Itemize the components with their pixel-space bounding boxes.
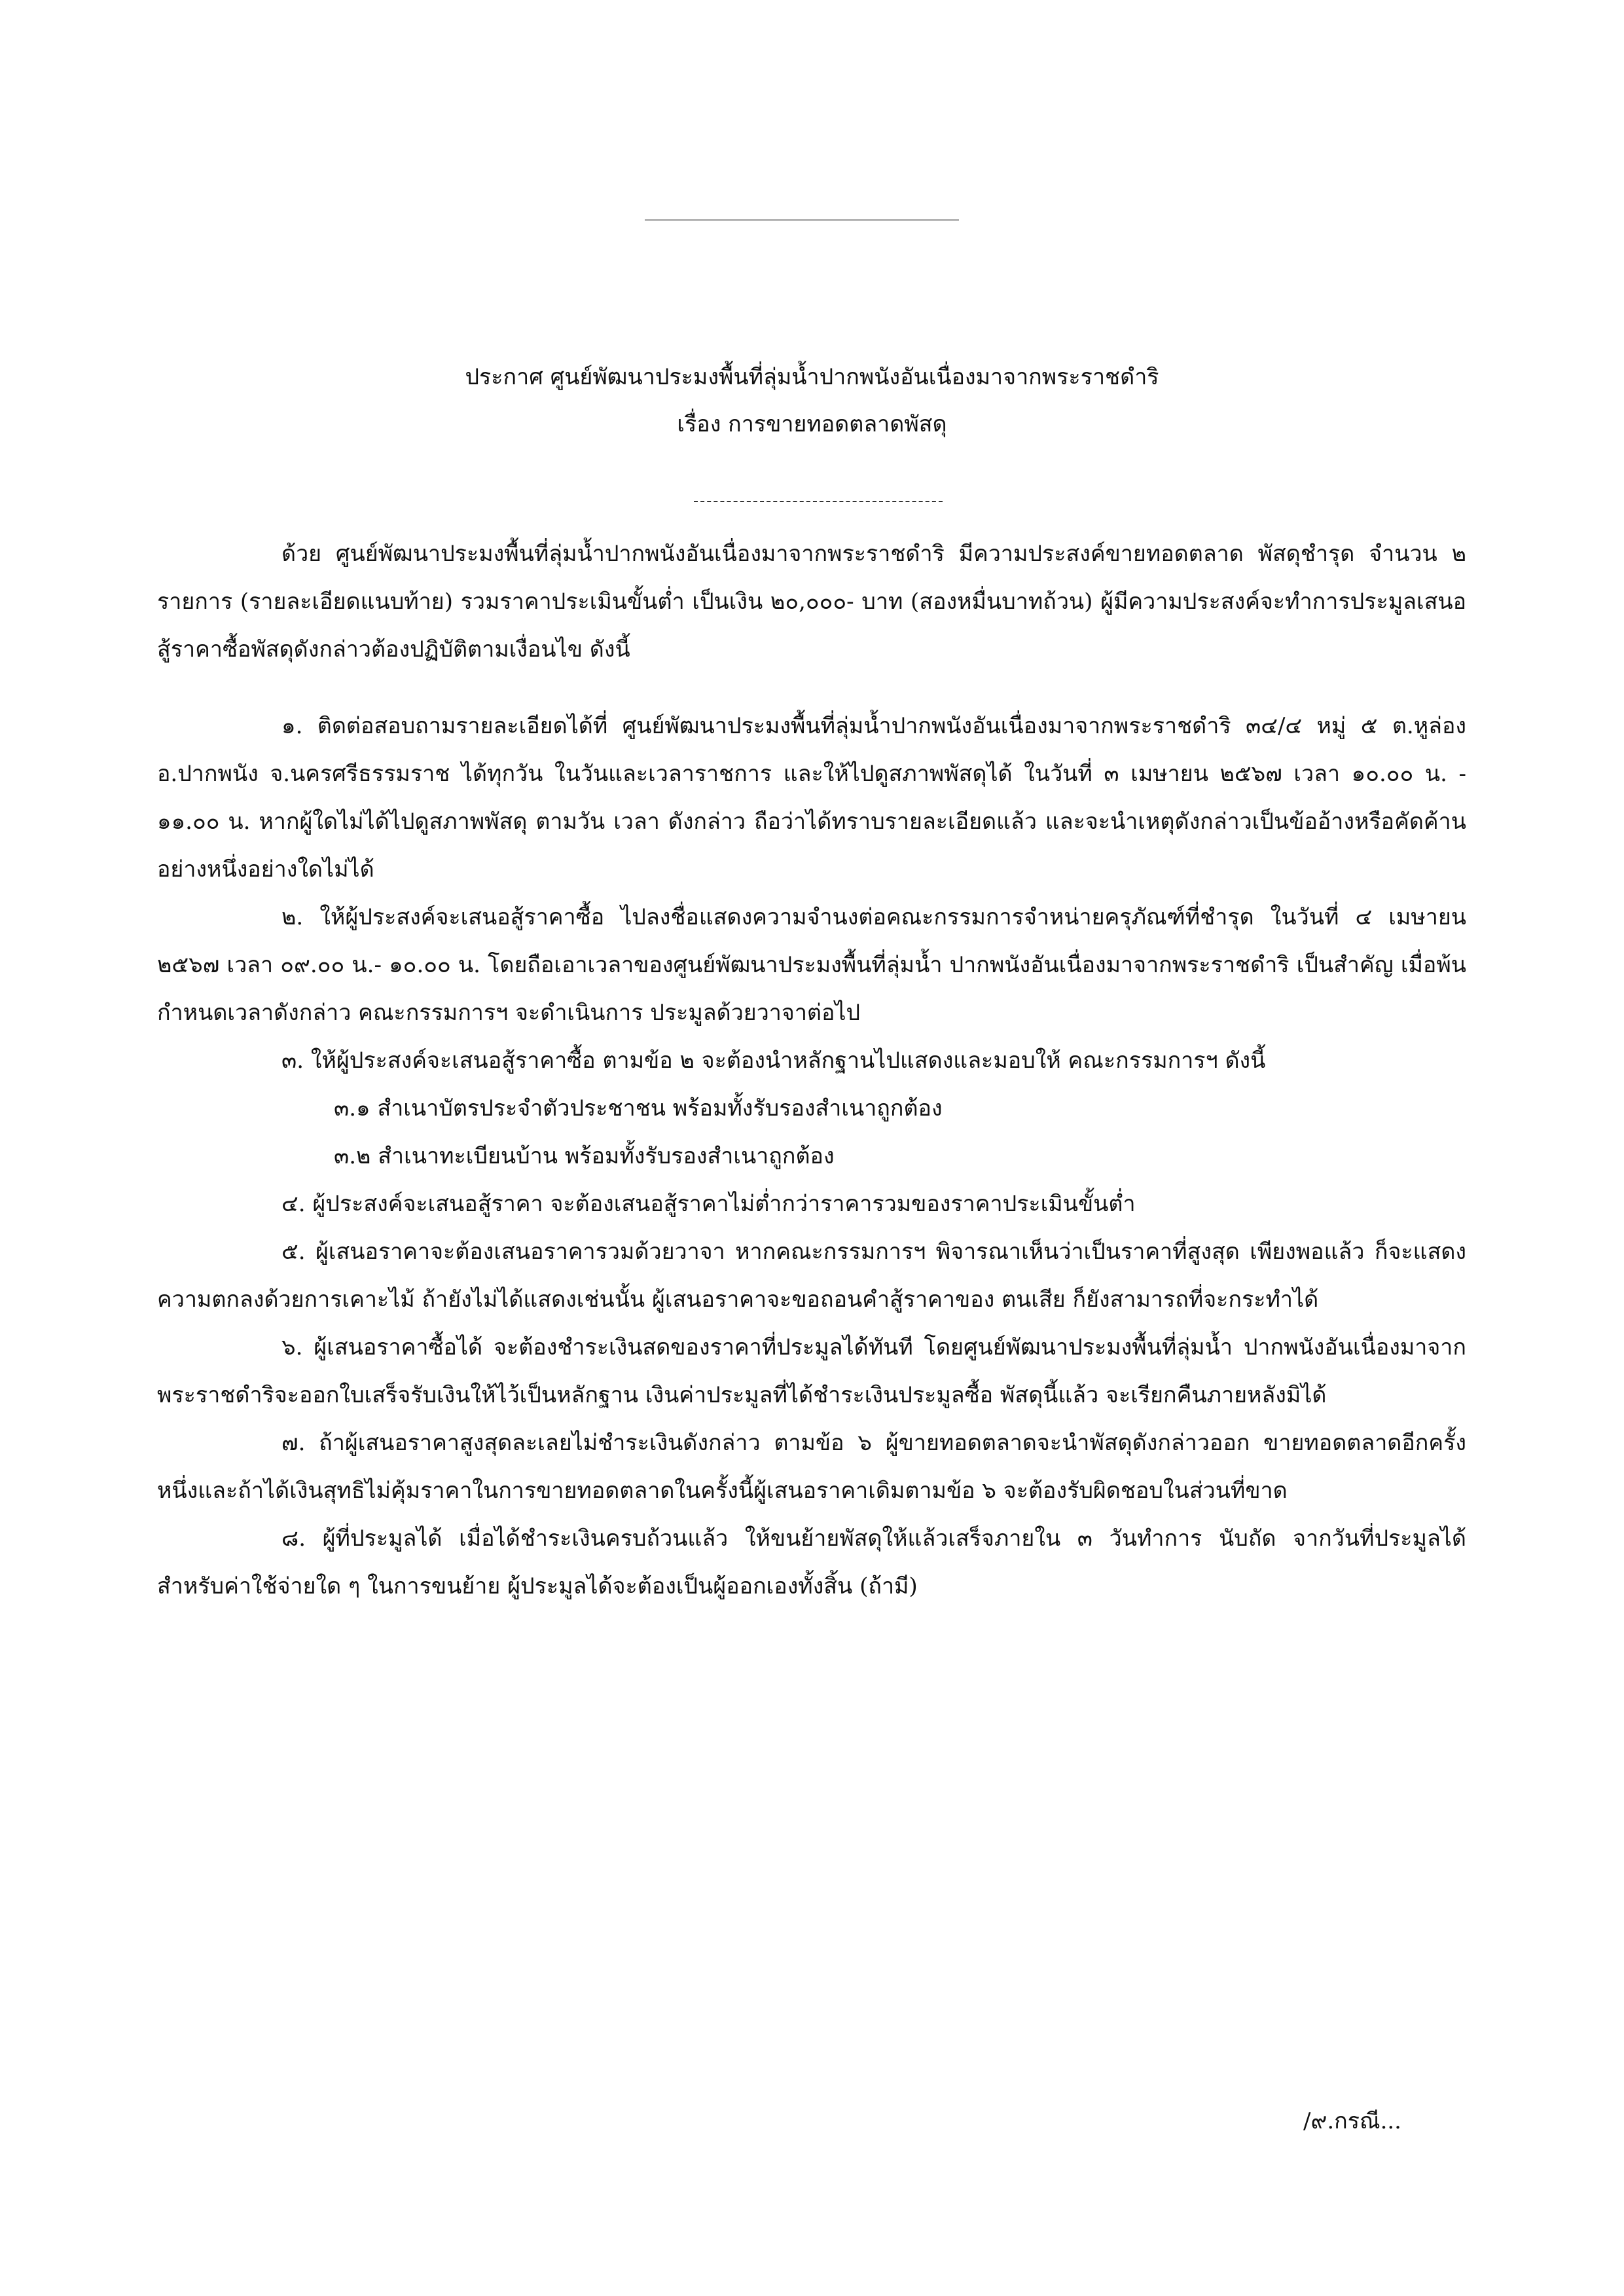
announcement-body (157, 530, 1466, 1611)
condition-item-1: ๑. ติดต่อสอบถามรายละเอียดได้ที่ ศูนย์พัฒนาประมงพื้นที่ลุ่มน้ำปากพนังอันเนื่องมาจากพระราชดำริ ๓๔/๔ หมู่ ๕ ต.หูล่อง อ.ปากพนัง จ.นครศรีธรรมราช ได้ทุกวัน ในวันและเวลาราชการ และให้ไปดูสภาพพัสดุได้ ในวันที่ ๓ เมษายน ๒๕๖๗ เวลา ๑๐.๐๐ น. - ๑๑.๐๐ น. หากผู้ใดไม่ได้ไปดูสภาพพัสดุ ตามวัน เวลา ดังกล่าว ถือว่าได้ทราบรายละเอียดแล้ว และจะนำเหตุดังกล่าวเป็นข้ออ้างหรือคัดค้านอย่างหนึ่งอย่างใดไม่ได้ (157, 713, 1467, 883)
condition-subitem-3-1: ๓.๑ สำเนาบัตรประจำตัวประชาชน พร้อมทั้งรับรองสำเนาถูกต้อง (334, 1095, 943, 1121)
dashed-separator (694, 501, 943, 502)
announcement-title: ประกาศ ศูนย์พัฒนาประมงพื้นที่ลุ่มน้ำปากพนังอันเนื่องมาจากพระราชดำริ (465, 364, 1159, 390)
condition-item-6: ๖. ผู้เสนอราคาซื้อได้ จะต้องชำระเงินสดของราคาที่ประมูลได้ทันที โดยศูนย์พัฒนาประมงพื้นที่ลุ่มน้ำ ปากพนังอันเนื่องมาจากพระราชดำริจะออกใบเสร็จรับเงินให้ไว้เป็นหลักฐาน เงินค่าประมูลที่ได้ชำระเงินประมูลซื้อ พัสดุนี้แล้ว จะเรียกคืนภายหลังมิได้ (157, 1334, 1466, 1408)
intro-paragraph: ด้วย ศูนย์พัฒนาประมงพื้นที่ลุ่มน้ำปากพนังอันเนื่องมาจากพระราชดำริ มีความประสงค์ขายทอดตลาด พัสดุชำรุด จำนวน ๒ รายการ (รายละเอียดแนบท้าย) รวมราคาประเมินขั้นต่ำ เป็นเงิน ๒๐,๐๐๐- บาท (สองหมื่นบาทถ้วน) ผู้มีความประสงค์จะทำการประมูลเสนอสู้ราคาซื้อพัสดุดังกล่าวต้องปฏิบัติตามเงื่อนไข ดังนี้ (157, 541, 1466, 663)
continuation-reference: /๙.กรณี... (1303, 2108, 1401, 2134)
announcement-subject: เรื่อง การขายทอดตลาดพัสดุ (677, 411, 947, 437)
condition-item-7: ๗. ถ้าผู้เสนอราคาสูงสุดละเลยไม่ชำระเงินดังกล่าว ตามข้อ ๖ ผู้ขายทอดตลาดจะนำพัสดุดังกล่าวออก ขายทอดตลาดอีกครั้งหนึ่งและถ้าได้เงินสุทธิไม่คุ้มราคาในการขายทอดตลาดในครั้งนี้ผู้เสนอราคาเดิมตามข้อ ๖ จะต้องรับผิดชอบในส่วนที่ขาด (157, 1430, 1466, 1504)
condition-item-8: ๘. ผู้ที่ประมูลได้ เมื่อได้ชำระเงินครบถ้วนแล้ว ให้ขนย้ายพัสดุให้แล้วเสร็จภายใน ๓ วันทำการ นับถัด จากวันที่ประมูลได้ สำหรับค่าใช้จ่ายใด ๆ ในการขนย้าย ผู้ประมูลได้จะต้องเป็นผู้ออกเองทั้งสิ้น (ถ้ามี) (157, 1525, 1466, 1599)
condition-item-4: ๔. ผู้ประสงค์จะเสนอสู้ราคา จะต้องเสนอสู้ราคาไม่ต่ำกว่าราคารวมของราคาประเมินขั้นต่ำ (281, 1191, 1136, 1217)
condition-item-5: ๕. ผู้เสนอราคาจะต้องเสนอราคารวมด้วยวาจา หากคณะกรรมการฯ พิจารณาเห็นว่าเป็นราคาที่สูงสุด เพียงพอแล้ว ก็จะแสดงความตกลงด้วยการเคาะไม้ ถ้ายังไม่ได้แสดงเช่นนั้น ผู้เสนอราคาจะขอถอนคำสู้ราคาของ ตนเสีย ก็ยังสามารถที่จะกระทำได้ (157, 1239, 1466, 1313)
announcement-header (0, 354, 1624, 448)
condition-subitem-3-2: ๓.๒ สำเนาทะเบียนบ้าน พร้อมทั้งรับรองสำเนาถูกต้อง (334, 1143, 835, 1169)
condition-item-3: ๓. ให้ผู้ประสงค์จะเสนอสู้ราคาซื้อ ตามข้อ ๒ จะต้องนำหลักฐานไปแสดงและมอบให้ คณะกรรมการฯ ดังนี้ (281, 1048, 1266, 1074)
top-divider-line (645, 219, 959, 221)
condition-item-2: ๒. ให้ผู้ประสงค์จะเสนอสู้ราคาซื้อ ไปลงชื่อแสดงความจำนงต่อคณะกรรมการจำหน่ายครุภัณฑ์ที่ชำรุด ในวันที่ ๔ เมษายน ๒๕๖๗ เวลา ๐๙.๐๐ น.- ๑๐.๐๐ น. โดยถือเอาเวลาของศูนย์พัฒนาประมงพื้นที่ลุ่มน้ำ ปากพนังอันเนื่องมาจากพระราชดำริ เป็นสำคัญ เมื่อพ้นกำหนดเวลาดังกล่าว คณะกรรมการฯ จะดำเนินการ ประมูลด้วยวาจาต่อไป (157, 904, 1466, 1026)
